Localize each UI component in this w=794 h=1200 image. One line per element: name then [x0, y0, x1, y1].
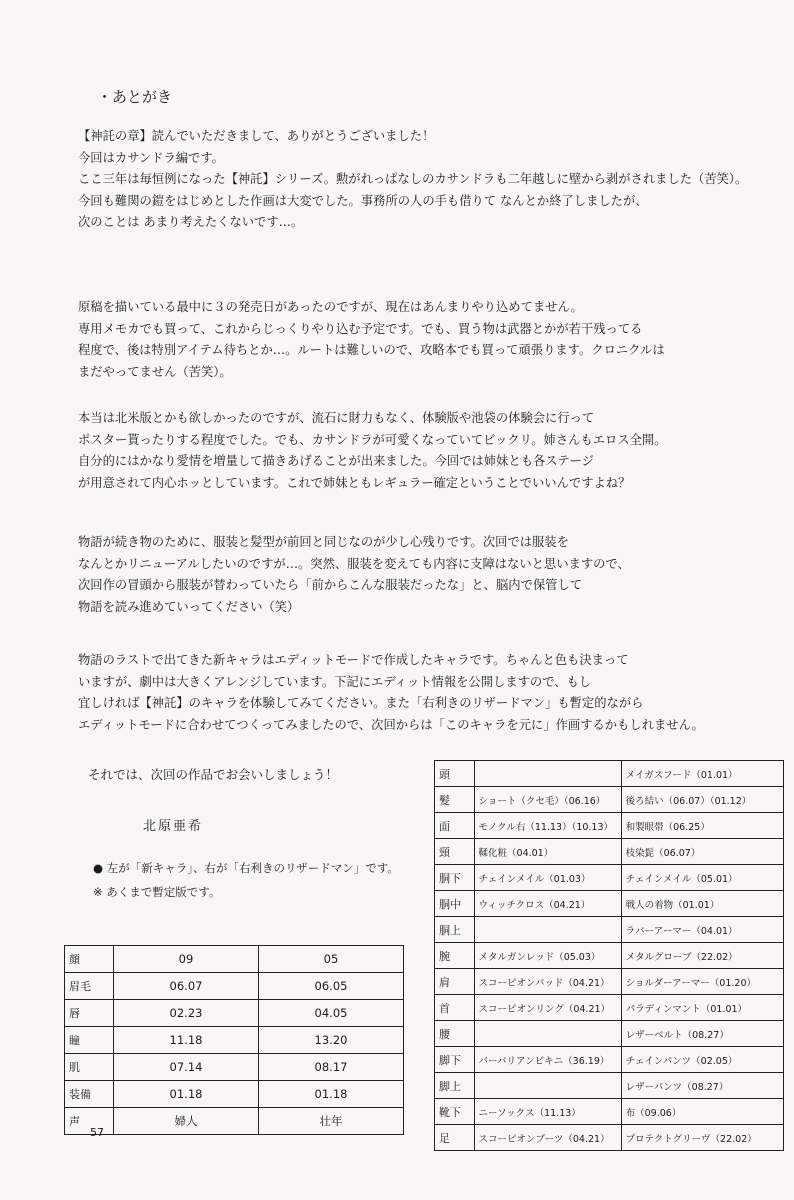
lizardman-value: 05 — [259, 946, 404, 973]
new-char-item: ウィッチクロス（04.21） — [474, 891, 621, 917]
slot-label: 肩 — [435, 969, 475, 995]
new-char-item: チェインメイル（01.03） — [474, 865, 621, 891]
lizardman-item: チェインパンツ（02.05） — [621, 1047, 783, 1073]
note-provisional: ※ あくまで暫定版です。 — [93, 885, 221, 899]
line: 今回はカサンドラ編です。 — [78, 150, 224, 165]
table-row — [65, 1027, 404, 1054]
table-row — [435, 943, 784, 969]
slot-label: 首 — [435, 995, 475, 1021]
lizardman-item: 戦人の着物（01.01） — [621, 891, 783, 917]
table-row — [435, 813, 784, 839]
table-row — [435, 1073, 784, 1099]
new-char-value: 02.23 — [114, 1000, 259, 1027]
line: 今回も難関の鎧をはじめとした作画は大変でした。事務所の人の手も借りて なんとか終了しましたが、 — [78, 193, 648, 208]
line: ここ三年は毎恒例になった【神託】シリーズ。勲がれっぱなしのカサンドラも二年越しに壁から剥がされました（苦笑）。 — [78, 172, 748, 186]
table-row — [435, 995, 784, 1021]
row-label: 声 — [65, 1108, 114, 1135]
line: 専用メモカでも買って、これからじっくりやり込む予定です。でも、買う物は武器とかが若干残ってる — [78, 321, 643, 336]
line: が用意されて内心ホッとしています。これで姉妹ともレギュラー確定ということでいいんですよね？ — [78, 475, 631, 490]
lizardman-item: プロテクトグリーヴ（22.02） — [621, 1125, 783, 1151]
row-label: 眉毛 — [65, 973, 114, 1000]
lizardman-item: レザーパンツ（08.27） — [621, 1073, 783, 1099]
author-name: 北原亜希 — [143, 819, 204, 834]
line: 物語のラストで出てきた新キャラはエディットモードで作成したキャラです。ちゃんと色も決まって — [78, 653, 629, 667]
slot-label: 頸 — [435, 839, 475, 865]
slot-label: 胴下 — [435, 865, 475, 891]
new-char-item: ニーソックス（11.13） — [474, 1099, 621, 1125]
table-row — [65, 1000, 404, 1027]
table-row — [435, 891, 784, 917]
paragraph-2 — [78, 297, 768, 383]
slot-label: 胴上 — [435, 917, 475, 943]
new-char-item: ショート（クセ毛）（06.16） — [474, 787, 621, 813]
afterword-heading: ・あとがき — [97, 88, 173, 106]
signoff: それでは、次回の作品でお会いしましょう！ — [88, 767, 339, 782]
table-row — [435, 1021, 784, 1047]
lizardman-value: 06.05 — [259, 973, 404, 1000]
row-label: 顔 — [65, 946, 114, 973]
lizardman-item: 和製眼帯（06.25） — [621, 813, 783, 839]
lizardman-item: パラディンマント（01.01） — [621, 995, 783, 1021]
new-char-item — [474, 761, 621, 787]
lizardman-value: 壮年 — [259, 1108, 404, 1135]
new-char-value: 07.14 — [114, 1054, 259, 1081]
new-char-value: 婦人 — [114, 1108, 259, 1135]
lizardman-item: チェインメイル（05.01） — [621, 865, 783, 891]
lizardman-item: 布（09.06） — [621, 1099, 783, 1125]
table-row — [435, 969, 784, 995]
slot-label: 足 — [435, 1125, 475, 1151]
face-settings-table — [64, 945, 404, 1135]
line: エディットモードに合わせてつくってみましたので、次回からは「このキャラを元に」作画するかもしれません。 — [78, 717, 704, 732]
new-char-value: 09 — [114, 946, 259, 973]
table-row — [65, 1108, 404, 1135]
slot-label: 頭 — [435, 761, 475, 787]
equipment-table — [434, 760, 784, 1151]
table-row — [65, 973, 404, 1000]
line: 物語が続き物のために、服装と髪型が前回と同じなのが少し心残りです。次回では服装を — [78, 535, 569, 549]
table-row — [65, 946, 404, 973]
page-number: 57 — [90, 1126, 104, 1139]
line: なんとかリニューアルしたいのですが…。突然、服装を変えても内容に支障はないと思いますので、 — [78, 556, 630, 571]
lizardman-value: 01.18 — [259, 1081, 404, 1108]
line: 【神託の章】読んでいただきまして、ありがとうございました！ — [78, 129, 435, 143]
table-row — [435, 839, 784, 865]
new-char-item — [474, 1073, 621, 1099]
table-row — [435, 917, 784, 943]
line: 原稿を描いている最中に３の発売日があったのですが、現在はあんまりやり込めてません。 — [78, 300, 583, 314]
table-row — [65, 1054, 404, 1081]
slot-label: 靴下 — [435, 1099, 475, 1125]
new-char-value: 06.07 — [114, 973, 259, 1000]
lizardman-value: 04.05 — [259, 1000, 404, 1027]
slot-label: 面 — [435, 813, 475, 839]
paragraph-1 — [78, 126, 768, 234]
slot-label: 脚下 — [435, 1047, 475, 1073]
row-label: 肌 — [65, 1054, 114, 1081]
slot-label: 腰 — [435, 1021, 475, 1047]
new-char-item — [474, 1021, 621, 1047]
line: 程度で、後は特別アイテム待ちとか…。ルートは難しいので、攻略本でも買って頑張ります。クロニクルは — [78, 343, 665, 357]
new-char-item — [474, 917, 621, 943]
line: 次回作の冒頭から服装が替わっていたら「前からこんな服装だったな」と、脳内で保管して — [78, 578, 583, 592]
table-row — [435, 787, 784, 813]
new-char-item: メタルガンレッド（05.03） — [474, 943, 621, 969]
slot-label: 胴中 — [435, 891, 475, 917]
new-char-item: 鞣化粧（04.01） — [474, 839, 621, 865]
table-row — [435, 1125, 784, 1151]
lizardman-value: 13.20 — [259, 1027, 404, 1054]
line: 次のことは あまり考えたくないです…。 — [78, 215, 304, 229]
table-row — [65, 1081, 404, 1108]
table-row — [435, 1047, 784, 1073]
line: まだやってません（苦笑）。 — [78, 364, 232, 379]
line: 自分的にはかなり愛情を増量して描きあげることが出来ました。今回では姉妹とも各ステージ — [78, 454, 594, 468]
lizardman-item: ショルダーアーマー（01.20） — [621, 969, 783, 995]
table-row — [435, 1099, 784, 1125]
lizardman-value: 08.17 — [259, 1054, 404, 1081]
line: ポスター貰ったりする程度でした。でも、カサンドラが可愛くなっていてビックリ。姉さんもエロス全開。 — [78, 432, 667, 447]
new-char-value: 11.18 — [114, 1027, 259, 1054]
new-char-item: スコーピオンリング（04.21） — [474, 995, 621, 1021]
new-char-value: 01.18 — [114, 1081, 259, 1108]
paragraph-4 — [78, 532, 768, 618]
lizardman-item: メイガスフード（01.01） — [621, 761, 783, 787]
slot-label: 脚上 — [435, 1073, 475, 1099]
paragraph-5 — [78, 650, 768, 736]
lizardman-item: メタルグローブ（22.02） — [621, 943, 783, 969]
lizardman-item: レザーベルト（08.27） — [621, 1021, 783, 1047]
row-label: 瞳 — [65, 1027, 114, 1054]
line: 宜しければ【神託】のキャラを体験してみてください。また「右利きのリザードマン」も暫定的ながら — [78, 696, 644, 710]
paragraph-3 — [78, 408, 768, 494]
new-char-item: スコーピオンブーツ（04.21） — [474, 1125, 621, 1151]
slot-label: 髪 — [435, 787, 475, 813]
new-char-item: モノクル右（11.13）（10.13） — [474, 813, 621, 839]
line: 物語を読み進めていってください（笑） — [78, 599, 300, 614]
line: 本当は北米版とかも欲しかったのですが、流石に財力もなく、体験版や池袋の体験会に行って — [78, 411, 595, 425]
new-char-item: スコーピオンパッド（04.21） — [474, 969, 621, 995]
table-row — [435, 761, 784, 787]
row-label: 装備 — [65, 1081, 114, 1108]
lizardman-item: 枝染髭（06.07） — [621, 839, 783, 865]
slot-label: 腕 — [435, 943, 475, 969]
line: いますが、劇中は大きくアレンジしています。下記にエディット情報を公開しますので、もし — [78, 674, 592, 689]
note-left-right: ● 左が「新キャラ」、右が「右利きのリザードマン」です。 — [93, 861, 399, 875]
lizardman-item: ラバーアーマー（04.01） — [621, 917, 783, 943]
row-label: 唇 — [65, 1000, 114, 1027]
table-row — [435, 865, 784, 891]
new-char-item: バーバリアンビキニ（36.19） — [474, 1047, 621, 1073]
lizardman-item: 後ろ結い（06.07）（01.12） — [621, 787, 783, 813]
